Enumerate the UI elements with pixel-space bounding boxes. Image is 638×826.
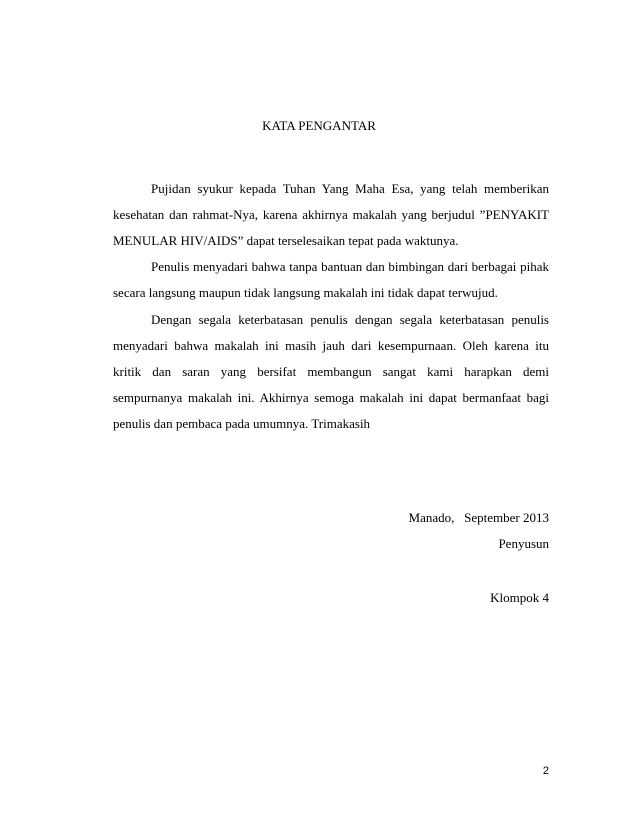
signature-place-date: Manado, September 2013 <box>408 510 549 525</box>
paragraph-acknowledgement: Penulis menyadari bahwa tanpa bantuan dan bimbingan dari berbagai pihak secara langsung maupun tidak langsung makalah ini tidak dapat terwujud. <box>113 259 549 300</box>
page-number: 2 <box>542 765 549 777</box>
paragraph-gratitude: Pujidan syukur kepada Tuhan Yang Maha Esa, yang telah memberikan kesehatan dan rahmat-Nya, karena akhirnya makalah yang berjudul ”PENYAKIT MENULAR HIV/AIDS” dapat terselesaikan tepat pada waktunya. <box>113 181 549 248</box>
paragraph-closing: Dengan segala keterbatasan penulis dengan segala keterbatasan penulis menyadari bahwa makalah ini masih jauh dari kesempurnaan. Oleh karena itu kritik dan saran yang bersifat membangun sangat kami harapkan demi sempurnanya makalah ini. Akhirnya semoga makalah ini dapat bermanfaat bagi penulis dan pembaca pada umumnya. Trimakasih <box>113 312 549 431</box>
signature-name: Klompok 4 <box>490 590 549 605</box>
page-title: KATA PENGANTAR <box>262 118 376 133</box>
signature-role: Penyusun <box>498 536 549 551</box>
